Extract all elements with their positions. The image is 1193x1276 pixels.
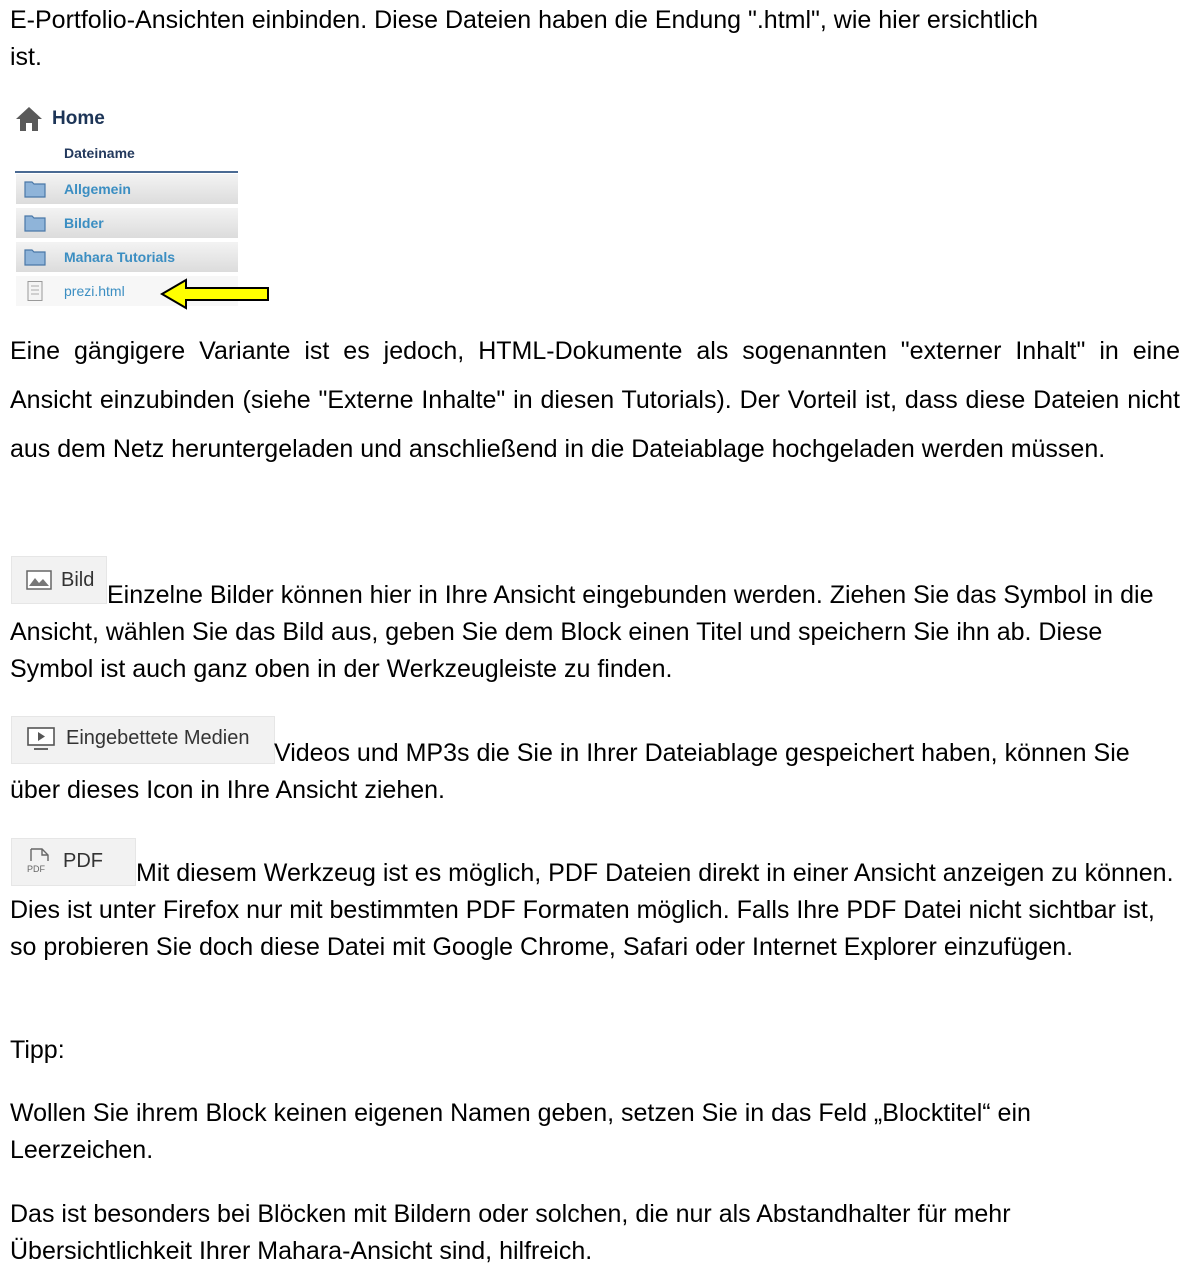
intro-line-2: ist.	[10, 43, 42, 71]
file-name[interactable]: prezi.html	[64, 283, 125, 299]
svg-text:PDF: PDF	[27, 864, 45, 874]
folder-icon	[24, 247, 46, 267]
folder-row[interactable]	[16, 174, 238, 204]
tip-text-1: Wollen Sie ihrem Block keinen eigenen Namen geben, setzen Sie in das Feld „Blocktitel“ ein Leerzeichen.	[10, 1099, 1031, 1164]
column-header-filename[interactable]: Dateiname	[64, 145, 135, 161]
tip-text-2: Das ist besonders bei Blöcken mit Bildern oder solchen, die nur als Abstandhalter für mehr Übersichtlichkeit Ihrer Mahara-Ansicht sind, hilfreich.	[10, 1200, 1011, 1265]
file-browser-screenshot	[15, 102, 260, 307]
embedded-media-block-description: Videos und MP3s die Sie in Ihrer Dateiablage gespeichert haben, können Sie über dieses Icon in Ihre Ansicht ziehen.	[10, 739, 1130, 804]
home-link[interactable]	[15, 104, 105, 134]
folder-icon	[24, 213, 46, 233]
embedded-media-block-label: Eingebettete Medien	[66, 727, 250, 749]
tip-heading: Tipp:	[10, 1036, 65, 1064]
folder-icon	[24, 179, 46, 199]
paragraph-external-content: Eine gängigere Variante ist es jedoch, HTML-Dokumente als sogenannten "externer Inhalt" in eine Ansicht einzubinden (siehe "Externe Inhalte" in diesen Tutorials). Der Vorteil ist, dass diese Dateien nicht aus dem Netz heruntergeladen und anschließend in die Dateiablage hochgeladen werden müssen.	[10, 337, 1180, 463]
home-icon	[15, 105, 43, 133]
folder-name[interactable]: Mahara Tutorials	[64, 249, 175, 265]
pdf-block-label: PDF	[63, 850, 103, 872]
header-divider	[15, 171, 238, 173]
image-block-description: Einzelne Bilder können hier in Ihre Ansicht eingebunden werden. Ziehen Sie das Symbol in die Ansicht, wählen Sie das Bild aus, geben Sie dem Block einen Titel und speichern Sie ihn ab. Diese Symbol ist auch ganz oben in der Werkzeugleiste zu finden.	[10, 581, 1154, 683]
document-icon	[24, 281, 46, 301]
folder-name[interactable]: Bilder	[64, 215, 104, 231]
intro-line-1: E-Portfolio-Ansichten einbinden. Diese Dateien haben die Endung ".html", wie hier ersichtlich	[10, 6, 1039, 34]
pointer-arrow-icon	[160, 278, 272, 310]
image-block-label: Bild	[61, 569, 95, 591]
pdf-block-description: Mit diesem Werkzeug ist es möglich, PDF Dateien direkt in einer Ansicht anzeigen zu können. Dies ist unter Firefox nur mit bestimmten PDF Formaten möglich. Falls Ihre PDF Datei nicht sichtbar ist, so probieren Sie doch diese Datei mit Google Chrome, Safari oder Internet Explorer einzufügen.	[10, 859, 1174, 961]
folder-name[interactable]: Allgemein	[64, 181, 131, 197]
folder-row[interactable]	[16, 242, 238, 272]
home-label: Home	[52, 108, 105, 129]
folder-row[interactable]	[16, 208, 238, 238]
